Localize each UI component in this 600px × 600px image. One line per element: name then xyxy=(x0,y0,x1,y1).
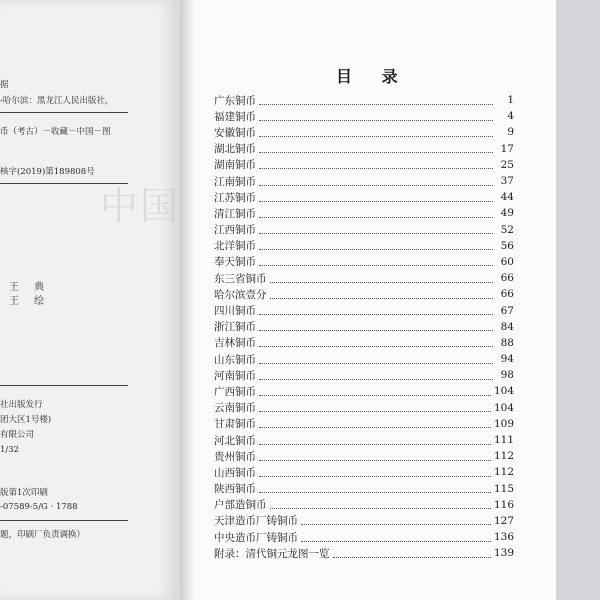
toc-leader-dots xyxy=(259,304,493,315)
toc-entry-label: 东三省铜币 xyxy=(214,272,267,285)
publish-line-3: 有限公司 xyxy=(0,430,35,440)
toc-entry-label: 湖南铜币 xyxy=(214,159,256,172)
toc-entry-page: 60 xyxy=(500,255,514,268)
toc-leader-dots xyxy=(259,94,493,105)
toc-entry-label: 四川铜币 xyxy=(214,305,256,318)
toc-entry-page: 49 xyxy=(500,207,514,220)
toc-entry-page: 52 xyxy=(500,223,514,236)
toc-entry-label: 山西铜币 xyxy=(214,466,256,479)
toc-entry-page: 84 xyxy=(500,320,514,333)
toc-entry xyxy=(214,222,514,238)
toc-entry-label: 清江铜币 xyxy=(214,207,256,220)
toc-leader-dots xyxy=(301,531,491,542)
toc-leader-dots xyxy=(259,110,493,121)
toc-entry-label: 北洋铜币 xyxy=(214,240,256,253)
toc-entry xyxy=(214,367,514,383)
toc-leader-dots xyxy=(259,126,493,137)
toc-entry-label: 山东铜币 xyxy=(214,353,256,366)
toc-leader-dots xyxy=(259,223,493,234)
book-spine xyxy=(180,0,194,600)
toc-entry xyxy=(214,497,514,513)
illustrator-name: 王 绘 xyxy=(9,296,51,307)
toc-entry-label: 广西铜币 xyxy=(214,385,256,398)
publish-line-5: 版第1次印刷 xyxy=(0,488,48,498)
toc-entry xyxy=(214,545,514,561)
cip-rule-1 xyxy=(0,112,128,113)
cip-line-4: 核字(2019)第189808号 xyxy=(0,167,95,177)
toc-entry xyxy=(214,335,514,351)
toc-leader-dots xyxy=(270,288,494,299)
toc-leader-dots xyxy=(270,272,494,283)
toc-leader-dots xyxy=(259,336,493,347)
toc-leader-dots xyxy=(259,207,493,218)
toc-entry xyxy=(214,141,514,157)
toc-entry-label: 吉林铜币 xyxy=(214,337,256,350)
cip-line-3: 币（考古）－收藏－中国－图 xyxy=(0,127,111,137)
toc-leader-dots xyxy=(259,450,491,461)
toc-entry xyxy=(214,254,514,270)
toc-entry-label: 云南铜币 xyxy=(214,402,256,415)
toc-entry-label: 河北铜币 xyxy=(214,434,256,447)
toc-entry xyxy=(214,124,514,140)
toc-entry xyxy=(214,529,514,545)
toc-entry xyxy=(214,400,514,416)
toc-entry-page: 37 xyxy=(500,175,514,188)
toc-leader-dots xyxy=(259,401,491,412)
toc-leader-dots xyxy=(259,142,493,153)
toc-entry-page: 127 xyxy=(493,514,514,527)
toc-entry-page: 139 xyxy=(493,547,514,560)
toc-entry xyxy=(214,351,514,367)
toc-leader-dots xyxy=(259,353,493,364)
toc-entry xyxy=(214,189,514,205)
publish-line-7: 题，印刷厂负责调换） xyxy=(0,530,86,540)
toc-entry xyxy=(214,319,514,335)
publish-line-4: 1/32 xyxy=(0,445,20,455)
toc-entry-page: 9 xyxy=(507,126,514,139)
toc-entry-page: 112 xyxy=(493,466,514,479)
toc-entry xyxy=(214,270,514,286)
toc-entry-label: 附录：清代铜元龙图一览 xyxy=(214,547,330,560)
toc-leader-dots xyxy=(301,514,491,525)
toc-leader-dots xyxy=(259,320,493,331)
toc-entry-label: 贵州铜币 xyxy=(214,450,256,463)
toc-entry-page: 112 xyxy=(493,450,514,463)
toc-entry-label: 浙江铜币 xyxy=(214,321,256,334)
left-page xyxy=(0,0,180,600)
toc-entry xyxy=(214,432,514,448)
toc-leader-dots xyxy=(259,369,493,380)
toc-leader-dots xyxy=(259,255,493,266)
toc-entry xyxy=(214,448,514,464)
toc-leader-dots xyxy=(259,191,493,202)
toc-leader-dots xyxy=(259,239,493,250)
toc-entry xyxy=(214,416,514,432)
toc-entry-label: 安徽铜币 xyxy=(214,126,256,139)
toc-entry-label: 奉天铜币 xyxy=(214,256,256,269)
toc-entry-page: 44 xyxy=(500,191,514,204)
toc-entry xyxy=(214,157,514,173)
toc-entry-label: 哈尔滨壹分 xyxy=(214,288,267,301)
toc-leader-dots xyxy=(259,158,493,169)
toc-entry-page: 25 xyxy=(500,158,514,171)
toc-entry-label: 福建铜币 xyxy=(214,110,256,123)
toc-entry xyxy=(214,238,514,254)
publish-rule-top xyxy=(0,385,128,386)
editor-name: 王 典 xyxy=(9,282,51,293)
toc-entry xyxy=(214,286,514,302)
toc-leader-dots xyxy=(259,417,491,428)
toc-entry-page: 104 xyxy=(493,401,514,414)
toc-leader-dots xyxy=(259,466,491,477)
toc-entry xyxy=(214,302,514,318)
publish-line-6: -07589-5/G · 1788 xyxy=(0,502,78,512)
toc-entry xyxy=(214,108,514,124)
cip-line-2: -哈尔滨：黑龙江人民出版社， xyxy=(0,96,114,106)
toc-leader-dots xyxy=(259,385,491,396)
toc-leader-dots xyxy=(270,498,491,509)
publish-line-2: 团大区1号楼) xyxy=(0,415,52,425)
toc-entry xyxy=(214,173,514,189)
toc-entry xyxy=(214,92,514,108)
toc-leader-dots xyxy=(333,547,491,558)
toc-entry-page: 111 xyxy=(493,434,514,447)
toc-leader-dots xyxy=(259,434,491,445)
toc-entry-label: 中央造币厂铸铜币 xyxy=(214,531,298,544)
publish-line-1: 社出版发行 xyxy=(0,400,43,410)
publish-rule-bottom xyxy=(0,520,128,521)
toc-entry xyxy=(214,383,514,399)
toc-entry-label: 广东铜币 xyxy=(214,94,256,107)
toc-entry xyxy=(214,513,514,529)
toc-entry-page: 115 xyxy=(493,482,514,495)
toc-entry-page: 136 xyxy=(493,531,514,544)
toc-entry-page: 4 xyxy=(507,110,514,123)
toc-entry xyxy=(214,205,514,221)
toc-entry-label: 江南铜币 xyxy=(214,175,256,188)
toc-entry-page: 66 xyxy=(500,272,514,285)
toc-entry-page: 67 xyxy=(500,304,514,317)
toc-entry-page: 66 xyxy=(500,288,514,301)
background-surface xyxy=(556,0,600,600)
toc-entry-page: 17 xyxy=(500,142,514,155)
toc-entry xyxy=(214,481,514,497)
toc-leader-dots xyxy=(259,175,493,186)
toc-entry-label: 河南铜币 xyxy=(214,369,256,382)
cip-rule-2 xyxy=(0,183,128,184)
toc-entry-page: 88 xyxy=(500,336,514,349)
toc-entry xyxy=(214,464,514,480)
toc-entry-page: 1 xyxy=(507,94,514,107)
toc-entry-page: 94 xyxy=(500,353,514,366)
toc-entry-label: 江西铜币 xyxy=(214,224,256,237)
toc-entry-page: 116 xyxy=(493,498,514,511)
toc-entry-label: 湖北铜币 xyxy=(214,143,256,156)
toc-leader-dots xyxy=(259,482,491,493)
toc-entry-label: 户部造铜币 xyxy=(214,499,267,512)
toc-entry-label: 甘肃铜币 xyxy=(214,418,256,431)
toc-list xyxy=(214,92,514,561)
toc-entry-label: 天津造币厂铸铜币 xyxy=(214,515,298,528)
toc-entry-page: 109 xyxy=(493,417,514,430)
toc-entry-label: 江苏铜币 xyxy=(214,191,256,204)
ghost-watermark-text: 中国 xyxy=(100,184,180,228)
toc-entry-label: 陕西铜币 xyxy=(214,483,256,496)
cip-line-1: 据 xyxy=(0,80,9,90)
toc-entry-page: 98 xyxy=(500,369,514,382)
toc-entry-page: 104 xyxy=(493,385,514,398)
toc-title: 目 录 xyxy=(336,67,410,86)
toc-entry-page: 56 xyxy=(500,239,514,252)
